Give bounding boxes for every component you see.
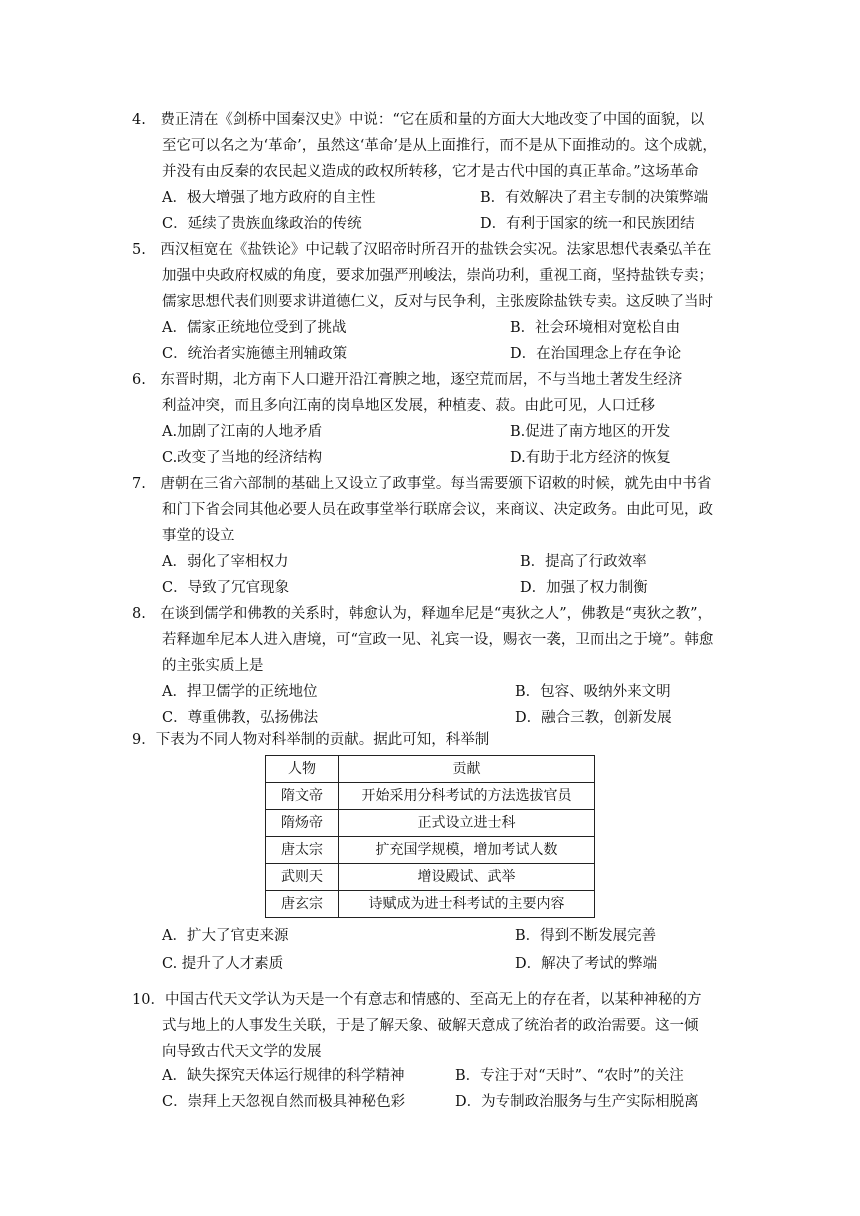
q10-option-a[interactable]: A．缺失探究天体运行规律的科学精神	[162, 1068, 405, 1084]
q5-option-b[interactable]: B．社会环境相对宽松自由	[510, 320, 681, 336]
table-cell-person: 唐太宗	[266, 837, 339, 864]
q4-option-a[interactable]: A．极大增强了地方政府的自主性	[162, 190, 376, 206]
table-row	[266, 891, 595, 918]
q4-line-1: 4. 费正清在《剑桥中国秦汉史》中说：“它在质和量的方面大大地改变了中国的面貌，以	[132, 112, 705, 128]
table-cell-contribution: 诗赋成为进士科考试的主要内容	[339, 891, 595, 918]
q5-line-2: 加强中央政府权威的角度，要求加强严刑峻法，崇尚功利，重视工商，坚持盐铁专卖；	[162, 268, 713, 284]
q8-line-1: 8. 在谈到儒学和佛教的关系时，韩愈认为，释迦牟尼是“夷狄之人”，佛教是“夷狄之教”，	[132, 606, 712, 622]
table-cell-person: 隋炀帝	[266, 810, 339, 837]
q8-line-2: 若释迦牟尼本人进入唐境，可“宣政一见、礼宾一设，赐衣一袭，卫而出之于境”。韩愈	[162, 632, 714, 648]
q7-option-b[interactable]: B．提高了行政效率	[520, 554, 647, 570]
table-cell-contribution: 正式设立进士科	[339, 810, 595, 837]
table-cell-person: 隋文帝	[266, 783, 339, 810]
q5-line-1: 5. 西汉桓宽在《盐铁论》中记载了汉昭帝时所召开的盐铁会实况。法家思想代表桑弘羊在	[132, 242, 712, 258]
q6-option-c[interactable]: C.改变了当地的经济结构	[162, 450, 323, 466]
q6-line-1: 6. 东晋时期，北方南下人口避开沿江膏腴之地，逐空荒而居，不与当地土著发生经济	[132, 372, 683, 388]
table-cell-person: 武则天	[266, 864, 339, 891]
q7-option-c[interactable]: C．导致了冗官现象	[162, 580, 290, 596]
q8-line-3: 的主张实质上是	[162, 658, 264, 674]
q8-option-c[interactable]: C．尊重佛教，弘扬佛法	[162, 710, 319, 726]
q10-option-c[interactable]: C．崇拜上天忽视自然而极具神秘色彩	[162, 1094, 406, 1110]
q8-option-a[interactable]: A．捍卫儒学的正统地位	[162, 684, 318, 700]
q9-option-b[interactable]: B．得到不断发展完善	[515, 928, 657, 944]
table-header-row	[266, 756, 595, 783]
q10-option-b[interactable]: B．专注于对“天时”、“农时”的关注	[455, 1068, 684, 1084]
q7-option-a[interactable]: A．弱化了宰相权力	[162, 554, 289, 570]
table-row	[266, 864, 595, 891]
q4-line-3: 并没有由反秦的农民起义造成的政权所转移，它才是古代中国的真正革命。”这场革命	[162, 164, 699, 180]
q5-line-3: 儒家思想代表们则要求讲道德仁义，反对与民争利，主张废除盐铁专卖。这反映了当时	[162, 294, 713, 310]
q6-option-a[interactable]: A.加剧了江南的人地矛盾	[162, 424, 323, 440]
q6-option-b[interactable]: B.促进了南方地区的开发	[510, 424, 671, 440]
table-row	[266, 810, 595, 837]
table-row	[266, 783, 595, 810]
table-cell-person: 唐玄宗	[266, 891, 339, 918]
q7-option-d[interactable]: D．加强了权力制衡	[520, 580, 648, 596]
q10-line-3: 向导致古代天文学的发展	[162, 1044, 322, 1060]
table-cell-contribution: 扩充国学规模，增加考试人数	[339, 837, 595, 864]
q8-option-d[interactable]: D．融合三教，创新发展	[515, 710, 672, 726]
q7-line-2: 和门下省会同其他必要人员在政事堂举行联席会议，来商议、决定政务。由此可见，政	[162, 502, 713, 518]
q4-option-c[interactable]: C．延续了贵族血缘政治的传统	[162, 216, 362, 232]
q6-line-2: 利益冲突，而且多向江南的岗阜地区发展，种植麦、菽。由此可见，人口迁移	[162, 398, 655, 414]
q4-option-d[interactable]: D．有利于国家的统一和民族团结	[480, 216, 695, 232]
q6-option-d[interactable]: D.有助于北方经济的恢复	[510, 450, 671, 466]
table-cell-contribution: 开始采用分科考试的方法选拔官员	[339, 783, 595, 810]
q5-option-c[interactable]: C．统治者实施德主刑辅政策	[162, 346, 348, 362]
q10-line-1: 10．中国古代天文学认为天是一个有意志和情感的、至高无上的存在者，以某种神秘的方	[132, 992, 702, 1008]
table-header-cell: 贡献	[339, 756, 595, 783]
q9-line-1: 9．下表为不同人物对科举制的贡献。据此可知，科举制	[132, 732, 490, 748]
q9-option-d[interactable]: D．解决了考试的弊端	[515, 956, 658, 972]
table-row	[266, 837, 595, 864]
q10-line-2: 式与地上的人事发生关联，于是了解天象、破解天意成了统治者的政治需要。这一倾	[162, 1018, 699, 1034]
q5-option-a[interactable]: A．儒家正统地位受到了挑战	[162, 320, 347, 336]
q9-option-a[interactable]: A．扩大了官吏来源	[162, 928, 289, 944]
q4-option-b[interactable]: B．有效解决了君主专制的决策弊端	[480, 190, 709, 206]
q7-line-1: 7. 唐朝在三省六部制的基础上又设立了政事堂。每当需要颁下诏敕的时候，就先由中书省	[132, 476, 712, 492]
table-cell-contribution: 增设殿试、武举	[339, 864, 595, 891]
q7-line-3: 事堂的设立	[162, 528, 235, 544]
table-header-cell: 人物	[266, 756, 339, 783]
q10-option-d[interactable]: D．为专制政治服务与生产实际相脱离	[455, 1094, 699, 1110]
keju-contribution-table	[265, 755, 595, 918]
q8-option-b[interactable]: B．包容、吸纳外来文明	[515, 684, 671, 700]
q5-option-d[interactable]: D．在治国理念上存在争论	[510, 346, 682, 362]
q4-line-2: 至它可以名之为‘革命’，虽然这‘革命’是从上面推行，而不是从下面推动的。这个成就，	[162, 138, 717, 154]
q9-option-c[interactable]: C. 提升了人才素质	[162, 956, 284, 972]
